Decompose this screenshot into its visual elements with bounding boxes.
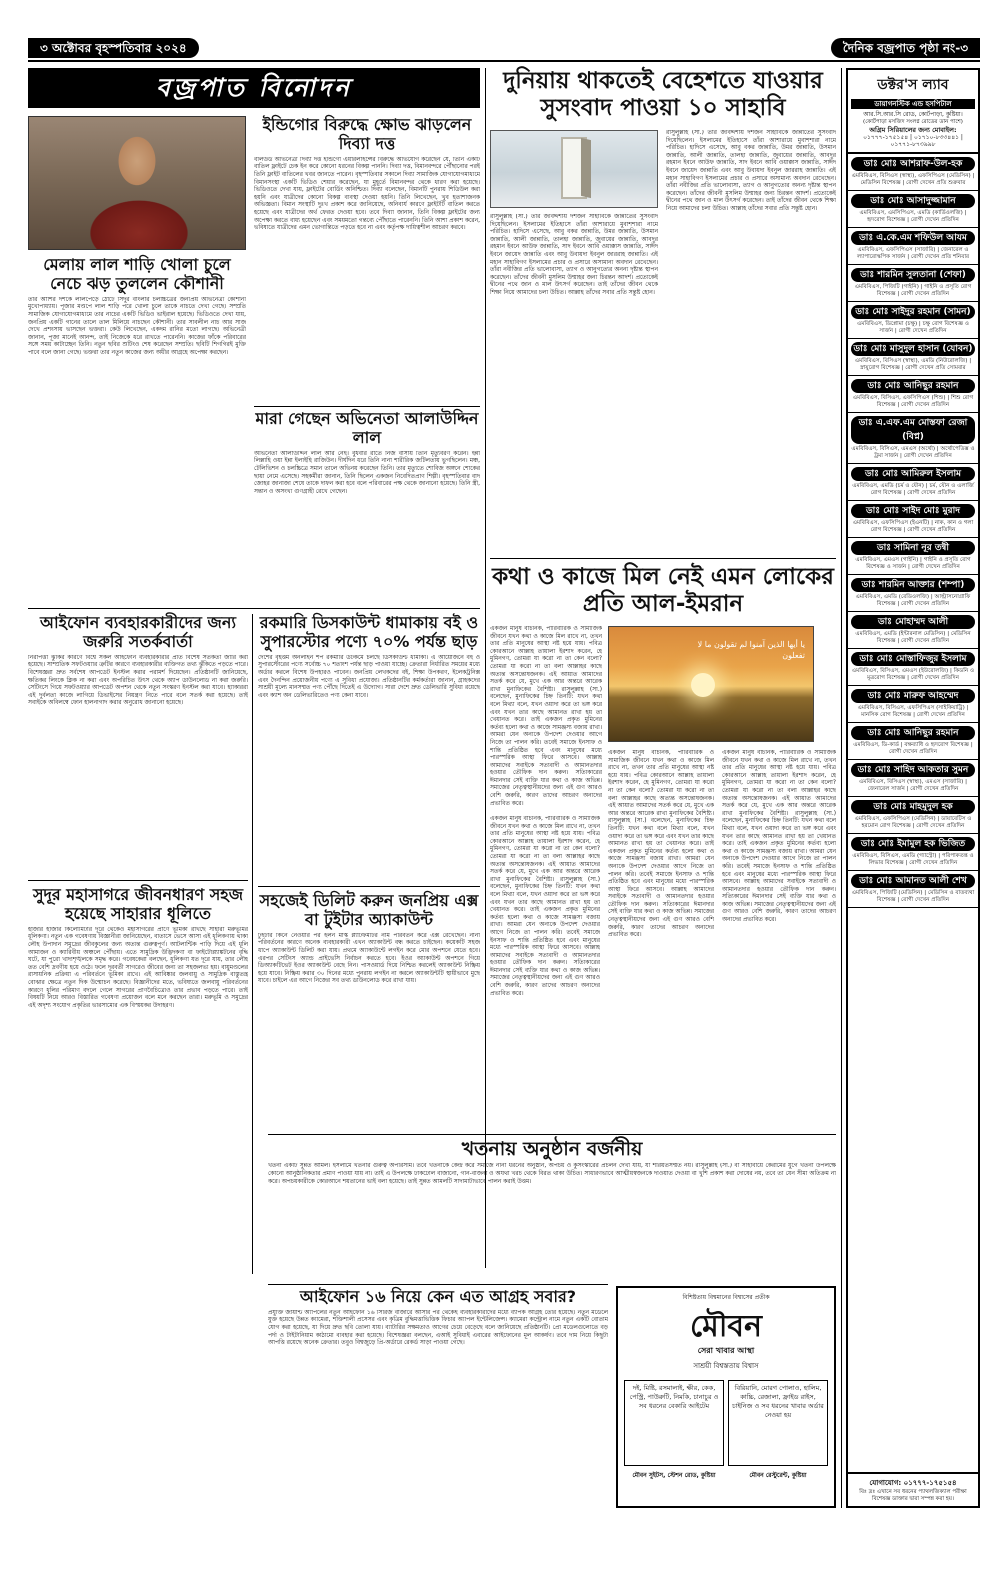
doctors-directory bbox=[846, 68, 980, 1508]
doctor-name: ডাঃ শারমিন সুলতানা (শেফা) bbox=[851, 268, 975, 282]
headline-kusoni: মেলায় লাল শাড়ি খোলা চুলে নেচে ঝড় তুললেন কৌশানী bbox=[43, 255, 231, 293]
doctor-name: ডাঃ এ.এফ.এম মোস্তফা রেজা (বিপ্ন) bbox=[851, 416, 975, 444]
doctor-name: ডাঃ মোঃ মারুফ আহম্মেদ bbox=[851, 689, 975, 703]
doctor-name: ডাঃ মোঃ আশরাফ-উল-হক bbox=[851, 157, 975, 171]
doctor-entry bbox=[848, 501, 978, 538]
doctor-entry bbox=[848, 228, 978, 265]
entertainment-banner: বজ্রপাত বিনোদন bbox=[28, 68, 480, 108]
newspaper-page bbox=[28, 36, 980, 1526]
article-discount bbox=[258, 614, 480, 887]
door-photo bbox=[490, 130, 658, 208]
article-khatna bbox=[268, 1134, 836, 1273]
headline-khatna: খতনায় অনুষ্ঠান বর্জনীয় bbox=[461, 1138, 643, 1160]
doctor-detail: এমবিবিএস, ডিপ্লোমা (চক্ষু) | চক্ষু রোগ বিশেষজ্ঞ ও সার্জন | রোগী দেখেন প্রতিদিন bbox=[857, 320, 969, 334]
headline-divya: ইন্ডিগোর বিরুদ্ধে ক্ষোভ ঝাড়লেন দিব্যা দত্ত bbox=[262, 115, 472, 153]
lab-phones: ০১৭৭৭-১৭৫১৫৪ | ০১৭১০-৮৩৩৪৪১ | ০১৭৭১-৮৭৩৯৯৮ bbox=[863, 133, 963, 148]
doctor-detail: এমবিবিএস, এমডি (রেডিওলজি) | আল্ট্রাসনোগ্রাফি বিশেষজ্ঞ | রোগী দেখেন প্রতিদিন bbox=[855, 593, 971, 607]
doctor-detail: এমবিবিএস, বিসিএস (স্বাস্থ্য), এমএস (সার্জারি) | জেনারেল সার্জন | রোগী দেখেন প্রতিদিন bbox=[858, 778, 968, 792]
article-al-imran bbox=[490, 564, 836, 997]
headline-iphone-warning: আইফোন ব্যবহারকারীদের জন্য জরুরি সতর্কবার্তা bbox=[39, 613, 237, 651]
article-alauddin bbox=[254, 406, 480, 619]
doctor-name: ডাঃ মোঃ ইমামুল হক ভিজিত bbox=[851, 837, 975, 851]
headline-alauddin: মারা গেছেন অভিনেতা আলাউদ্দিন লাল bbox=[255, 409, 479, 447]
doctor-detail: এমবিবিএস, বিসিএস, এমডি (গ্যাস্ট্রো) | পরিপাকতন্ত্র ও লিভার বিশেষজ্ঞ | রোগী দেখেন প্রতিদিন bbox=[852, 852, 974, 866]
lab-note: (কোর্টপাড়া মসজিদ সংলগ্ন রোডের ডান পাশে) bbox=[863, 118, 963, 125]
article-kusoni bbox=[28, 256, 246, 611]
body-al-imran-c1: একজন মানুষ বাচনিক, পারিবারিক ও সামাজিক জীবনে যখন কথা ও কাজে মিল রাখে না, তখন তার প্রতি মানুষের আস্থা নষ্ট হয়ে যায়। পবিত্র কোরআনে আল্লাহ তায়ালা ইরশাদ করেন, হে মুমিনগণ, তোমরা যা করো না তা কেন বলো? তোমরা যা করো না তা বলা আল্লাহর কাছে অত্যন্ত অসন্তোষজনক। এই আয়াত আমাদের সতর্ক করে যে, মুখে এক আর অন্তরে আরেক রাখা মুনাফিকের বৈশিষ্ট্য। রাসুলুল্লাহ (সা.) বলেছেন, মুনাফিকের চিহ্ন তিনটি: যখন কথা বলে মিথ্যা বলে, যখন ওয়াদা করে তা ভঙ্গ করে এবং যখন তার কাছে আমানত রাখা হয় তা খেয়ানত করে। তাই একজন প্রকৃত মুমিনের কর্তব্য হলো কথা ও কাজে সামঞ্জস্য বজায় রাখা। আমরা যেন অন্যকে উপদেশ দেওয়ার আগে নিজে তা পালন করি। তবেই সমাজে ইনসাফ ও শান্তি প্রতিষ্ঠিত হবে এবং মানুষের মধ্যে পারস্পরিক আস্থা ফিরে আসবে। আল্লাহ আমাদের সবাইকে সত্যবাদী ও আমানতদার হওয়ার তৌফিক দান করুন। সত্যিকারের ঈমানদার সেই ব্যক্তি যার কথা ও কাজ অভিন্ন। সমাজের নেতৃত্বস্থানীয়দের জন্য এই গুণ আরও বেশি জরুরি, কারণ তাদের আচরণ অন্যদের প্রভাবিত করে। bbox=[490, 816, 600, 997]
lab-header bbox=[848, 70, 978, 154]
doctor-name: ডাঃ মোঃ আমানত আলী শেখ bbox=[851, 874, 975, 888]
doctor-entry bbox=[848, 154, 978, 191]
headline-al-imran: কথা ও কাজে মিল নেই এমন লোকের প্রতি আল-ইমরান bbox=[492, 564, 834, 618]
paper-page-number: দৈনিক বজ্রপাত পৃষ্ঠা নং-৩ bbox=[831, 38, 980, 58]
doctor-entry bbox=[848, 723, 978, 760]
doctor-name: ডাঃ মোঃ আমিরুল ইসলাম bbox=[851, 467, 975, 481]
actress-photo bbox=[28, 116, 246, 250]
body-divya: বলিউড অভিনেত্রী দিব্যা দত্ত ইন্ডিগো এয়ারলাইন্সের বিরুদ্ধে অভিযোগ করেছেন যে, তিনি একটি বাতিল ফ্লাইটে চেক ইন করে কোনো ধরনের বিকল্প পাননি। দিব্যা দত্ত, বিমানবন্দরে পৌঁছানোর পরই তিনি ফ্লাইট বাতিলের খবর জানতে পারেন। বৃহস্পতিবার সকালে দিব্যা সামাজিক যোগাযোগমাধ্যমে বিমানসংস্থা একটি ভিডিও শেয়ার করেছেন, যা মুহূর্তে বিমানবন্দর থেকে ধারণ করা হয়েছে। ভিডিওতে দেখা যায়, ফ্লাইটের বোর্ডিং অনিশ্চিত। দিব্যা বলেছেন, বিমানটি পুনরায় শিডিউল করা হয়নি এবং যাত্রীদের কোনো বিকল্প ব্যবস্থা দেওয়া হয়নি। তিনি লিখেছেন, খুব হতাশাজনক অভিজ্ঞতা। বিমান সংস্থাটি দুঃখ প্রকাশ করে জানিয়েছে, অনিবার্য কারণে ফ্লাইটটি বাতিল করতে হয়েছে এবং যাত্রীদের অর্থ ফেরত দেওয়া হবে। তবে দিব্যা জানান, তিনি বিকল্প ফ্লাইটের জন্য অপেক্ষা করতে বাধ্য হয়েছেন এবং সময়মতো গন্তব্যে পৌঁছাতে পারেননি। তিনি আশা প্রকাশ করেন, ভবিষ্যতে যাত্রীদের এমন ভোগান্তিতে পড়তে হবে না এবং কর্তৃপক্ষ দায়িত্বশীল আচরণ করবে। bbox=[254, 156, 480, 232]
religion-column bbox=[490, 68, 836, 1268]
doctor-detail: এমবিবিএস, এমএস (গাইনি) | গাইনি ও প্রসূতি রোগ বিশেষজ্ঞ ও সার্জন | রোগী দেখেন প্রতিদিন bbox=[855, 556, 971, 570]
headline-discount: রকমারি ডিসকাউন্ট ধামাকায় বই ও সুপারস্টোর পণ্যে ৭০% পর্যন্ত ছাড় bbox=[259, 613, 479, 651]
body-khatna: খতনা একটি সুন্নত আমল। ইসলামে খতনার গুরুত্ব অপরিসীম। তবে খতনাকে কেন্দ্র করে সমাজে নানা ধরনের অনুষ্ঠান, অপচয় ও কুসংস্কারের প্রচলন দেখা যায়, যা শরিয়তসম্মত নয়। রাসুলুল্লাহ (সা.) বা সাহাবায়ে কেরামের যুগে খতনা উপলক্ষে কোনো আনুষ্ঠানিকতার প্রমাণ পাওয়া যায় না। তাই এ উপলক্ষে ঢাকঢোল বাজানো, গান-বাজনা ও অযথা খরচ থেকে বিরত থাকা উচিত। সাধারণভাবে আত্মীয়স্বজনকে দাওয়াত দেওয়া বা খুশি প্রকাশ করা দোষের নয়, তবে তা যেন সীমা অতিক্রম না করে। অপচয়কারীকে কোরআনে শয়তানের ভাই বলা হয়েছে। তাই সুন্নত আমলটি সাদামাটাভাবে পালন করাই উত্তম। bbox=[268, 1163, 836, 1185]
sunset-photo bbox=[608, 626, 814, 742]
ad-address-right: মৌবন রেস্টুরেন্ট, কুষ্টিয়া bbox=[749, 1472, 807, 1479]
lab-title: ডক্টর'স ল্যাব bbox=[877, 77, 949, 93]
doctor-name: ডাঃ মোঃ মাসুদুল হাসান (যোবন) bbox=[851, 342, 975, 356]
doctor-entry bbox=[848, 797, 978, 834]
article-divya bbox=[254, 116, 480, 387]
body-heaven-right: রাসুলুল্লাহ (সা.) তাঁর জীবদ্দশায় দশজন সাহাবিকে জান্নাতের সুসংবাদ দিয়েছিলেন। ইসলামের ইতিহাসে তাঁরা আশারায়ে মুবাশশারা নামে পরিচিত। হাদিসে এসেছে, আবু বকর জান্নাতি, উমর জান্নাতি, উসমান জান্নাতি, আলী জান্নাতি, তালহা জান্নাতি, জুবায়ের জান্নাতি, আবদুর রহমান ইবনে আউফ জান্নাতি, সাদ ইবনে আবি ওয়াক্কাস জান্নাতি, সাঈদ ইবনে জায়েদ জান্নাতি এবং আবু উবায়দা ইবনুল জাররাহ জান্নাতি। এই মহান সাহাবিগণ ইসলামের প্রচার ও প্রসারে অসামান্য অবদান রেখেছেন। তাঁরা নবীজির প্রতি ভালোবাসা, ত্যাগ ও আনুগত্যের অনন্য দৃষ্টান্ত স্থাপন করেছেন। তাঁদের জীবনী মুসলিম উম্মাহর জন্য চিরন্তন আদর্শ। প্রত্যেকেই দ্বীনের পথে জান ও মাল উৎসর্গ করেছেন। তাই তাঁদের জীবন থেকে শিক্ষা নিয়ে আমাদের চলা উচিত। আল্লাহ তাঁদের সবার প্রতি সন্তুষ্ট হোন। bbox=[666, 130, 836, 212]
doctor-name: ডাঃ মোহাম্মদ আলী bbox=[851, 615, 975, 629]
doctor-name: ডাঃ মোঃ আনিছুর রহমান bbox=[851, 726, 975, 740]
ad-slogan: সাশ্রয়ী বিশ্বস্ততায় বিশ্বাস bbox=[693, 1362, 759, 1370]
doctor-name: ডাঃ এ.কে.এম শফিউল আযম bbox=[851, 231, 975, 245]
doctor-name: ডাঃ মোঃ সাহিদ আকতার সুমন bbox=[851, 763, 975, 777]
masthead bbox=[28, 36, 980, 62]
footer-contact: যোগাযোগ: ০১৭৭৭-১৭৫১৫৪ bbox=[869, 1479, 957, 1487]
body-delete-account: টুইটার কিনে নেওয়ার পর ইলন মাস্ক প্ল্যাটফর্মটির নাম পরিবর্তন করে এক্স রেখেছেন। নানা পরিবর্তনের কারণে অনেক ব্যবহারকারী এখন অ্যাকাউন্ট বন্ধ করতে চাইছেন। কয়েকটি সহজ ধাপে অ্যাকাউন্ট ডিলিট করা যায়। প্রথমে অ্যাকাউন্টে লগইন করে মোর অপশনে যেতে হবে। এরপর সেটিংস অ্যান্ড প্রাইভেসি নির্বাচন করতে হবে। ইওর অ্যাকাউন্ট অপশনে গিয়ে ডিঅ্যাকটিভেট ইওর অ্যাকাউন্ট বেছে নিন। পাসওয়ার্ড দিয়ে নিশ্চিত করলেই অ্যাকাউন্ট নিষ্ক্রিয় হয়ে যাবে। নিষ্ক্রিয় করার ৩০ দিনের মধ্যে পুনরায় লগইন না করলে অ্যাকাউন্টটি স্থায়ীভাবে মুছে যাবে। চাইলে এর আগে নিজের সব তথ্য ডাউনলোড করে রাখা যায়। bbox=[258, 932, 480, 985]
doctor-name: ডাঃ মোঃ সাইদুর রহমান (সামন) bbox=[851, 305, 975, 319]
headline-delete-account: সহজেই ডিলিট করুন জনপ্রিয় এক্স বা টুইটার অ্যাকাউন্ট bbox=[259, 891, 479, 929]
doctor-entry bbox=[848, 686, 978, 723]
doctor-entry bbox=[848, 538, 978, 575]
doctor-detail: এমবিবিএস, এফসিপিএস (ইএনটি) | নাক, কান ও গলা রোগ বিশেষজ্ঞ | রোগী দেখেন প্রতিদিন bbox=[852, 519, 974, 533]
headline-heaven: দুনিয়ায় থাকতেই বেহেশতে যাওয়ার সুসংবাদ পাওয়া ১০ সাহাবি bbox=[503, 68, 823, 122]
doctor-detail: এমবিবিএস, বিসিএস (স্বাস্থ্য), এমডি (নিউরোলজি) | স্নায়ুরোগ বিশেষজ্ঞ | রোগী দেখেন প্রতি সোমবার bbox=[854, 357, 972, 371]
doctor-detail: এমবিবিএস, বিসিএস, এফসিপিএস (শিশু) | শিশু রোগ বিশেষজ্ঞ | রোগী দেখেন প্রতিদিন bbox=[852, 394, 974, 408]
doctor-detail: এমবিবিএস, বিসিএস (স্বাস্থ্য), এফসিপিএস (মেডিসিন) | মেডিসিন বিশেষজ্ঞ | রোগী দেখেন প্রতি শুক্রবার bbox=[851, 172, 975, 186]
article-heaven bbox=[490, 68, 836, 296]
doctor-list bbox=[848, 154, 978, 908]
body-iphone16: প্রযুক্তি জায়ান্ট অ্যাপলের নতুন আইফোন ১৬ সিরিজ বাজারে আসার পর থেকেই ব্যবহারকারীদের মধ্যে ব্যাপক আগ্রহ তৈরি হয়েছে। নতুন মডেলে যুক্ত হয়েছে উন্নত ক্যামেরা, শক্তিশালী প্রসেসর এবং কৃত্রিম বুদ্ধিমত্তাভিত্তিক ফিচার অ্যাপল ইন্টেলিজেন্স। ক্যামেরা কন্ট্রোল নামে নতুন একটি বোতাম যোগ করা হয়েছে, যা দিয়ে দ্রুত ছবি তোলা যায়। ব্যাটারির সক্ষমতাও আগের চেয়ে বেড়েছে বলে জানিয়েছে প্রতিষ্ঠানটি। প্রো মডেলগুলোতে বড় পর্দা ও টাইটানিয়াম কাঠামো ব্যবহার করা হয়েছে। বিশেষজ্ঞরা বলছেন, এআই সুবিধাই এবারের আইফোনের মূল আকর্ষণ। তবে দাম নিয়ে কিছুটা আপত্তি রয়েছে অনেক ক্রেতার। তবুও বিশ্বজুড়ে প্রি-অর্ডারে রেকর্ড সাড়া পাওয়া গেছে। bbox=[268, 1309, 608, 1347]
body-heaven-left: রাসুলুল্লাহ (সা.) তাঁর জীবদ্দশায় দশজন সাহাবিকে জান্নাতের সুসংবাদ দিয়েছিলেন। ইসলামের ইতিহাসে তাঁরা আশারায়ে মুবাশশারা নামে পরিচিত। হাদিসে এসেছে, আবু বকর জান্নাতি, উমর জান্নাতি, উসমান জান্নাতি, আলী জান্নাতি, তালহা জান্নাতি, জুবায়ের জান্নাতি, আবদুর রহমান ইবনে আউফ জান্নাতি, সাদ ইবনে আবি ওয়াক্কাস জান্নাতি, সাঈদ ইবনে জায়েদ জান্নাতি এবং আবু উবায়দা ইবনুল জাররাহ জান্নাতি। এই মহান সাহাবিগণ ইসলামের প্রচার ও প্রসারে অসামান্য অবদান রেখেছেন। তাঁরা নবীজির প্রতি ভালোবাসা, ত্যাগ ও আনুগত্যের অনন্য দৃষ্টান্ত স্থাপন করেছেন। তাঁদের জীবনী মুসলিম উম্মাহর জন্য চিরন্তন আদর্শ। প্রত্যেকেই দ্বীনের পথে জান ও মাল উৎসর্গ করেছেন। তাই তাঁদের জীবন থেকে শিক্ষা নিয়ে আমাদের চলা উচিত। আল্লাহ তাঁদের সবার প্রতি সন্তুষ্ট হোন। bbox=[490, 214, 658, 296]
doctor-name: ডাঃ মোঃ মোস্তাফিজুর ইসলাম bbox=[851, 652, 975, 666]
directory-footer bbox=[848, 1472, 978, 1506]
ad-right-list: বিরিয়ানি, মোরগ পোলাও, হালিম, কাচ্চি, রেজালা, ফ্রাইড রাইস, চাইনিজ ও সব ধরনের খাবার অর্ডার নেওয়া হয় bbox=[728, 1380, 828, 1466]
article-iphone-warning bbox=[28, 614, 248, 911]
doctor-detail: এমবিবিএস, বিসিএস, এমএস (অর্থো) | অর্থোপেডিক্স ও ট্রমা সার্জন | রোগী দেখেন প্রতিদিন bbox=[851, 445, 975, 459]
ad-tagline: সেরা খাবার আস্থা bbox=[697, 1346, 755, 1355]
footer-note: বিঃ দ্রঃ এখানে সব ধরনের প্যাথলজিক্যাল পরীক্ষা বিশেষজ্ঞ ডাক্তার দ্বারা সম্পন্ন করা হয়। bbox=[859, 1489, 967, 1502]
body-discount: দেশের বৃহত্তম অনলাইন শপ রকমারি ডটকমে চলছে ডিসকাউন্ট ধামাকা। এ আয়োজনে বই ও সুপারস্টোরের পণ্যে সর্বোচ্চ ৭০ শতাংশ পর্যন্ত ছাড় পাওয়া যাচ্ছে। ক্রেতারা নির্ধারিত সময়ের মধ্যে অর্ডার করলে বিশেষ উপহারও পাবেন। জনপ্রিয় লেখকদের বই, শিক্ষা উপকরণ, ইলেকট্রনিক্স এবং দৈনন্দিন প্রয়োজনীয় পণ্যে এ সুবিধা প্রযোজ্য। প্রতিষ্ঠানটির কর্মকর্তারা জানান, গ্রাহকদের সাশ্রয়ী মূল্যে মানসম্মত পণ্য পৌঁছে দিতেই এ উদ্যোগ। সারা দেশে দ্রুত ডেলিভারি সুবিধা রয়েছে এবং ক্যাশ অন ডেলিভারিতেও পণ্য কেনা যাবে। bbox=[258, 654, 480, 699]
doctor-detail: এমবিবিএস, এমসিপিএস, এমডি (কার্ডিওলজি) | হৃদরোগ বিশেষজ্ঞ | রোগী দেখেন প্রতিদিন bbox=[859, 209, 967, 223]
doctor-entry bbox=[848, 302, 978, 339]
doctor-entry bbox=[848, 871, 978, 908]
lab-address: আর.সি.আর.সি রোড, কোর্টপাড়া, কুষ্টিয়া। bbox=[863, 111, 963, 118]
body-alauddin: অভিনেতা আলাউদ্দিন লাল আর নেই। বুধবার রাতে নিজ বাসায় তিনি মৃত্যুবরণ করেন। ইন্না লিল্লাহি ওয়া ইন্না ইলাইহি রাজিউন। দীর্ঘদিন ধরে তিনি নানা শারীরিক জটিলতায় ভুগছিলেন। মঞ্চ, টেলিভিশন ও চলচ্চিত্রে সমান তালে অভিনয় করেছেন তিনি। তার মৃত্যুতে শোবিজ অঙ্গনে শোকের ছায়া নেমে এসেছে। সহকর্মীরা জানান, তিনি ছিলেন একজন নিবেদিতপ্রাণ শিল্পী। বৃহস্পতিবার বাদ জোহর জানাজা শেষে তাকে দাফন করা হবে বলে পরিবারের পক্ষ থেকে জানানো হয়েছে। তিনি স্ত্রী, সন্তান ও অসংখ্য গুণগ্রাহী রেখে গেছেন। bbox=[254, 450, 480, 495]
doctor-entry bbox=[848, 649, 978, 686]
body-al-imran-intro: একজন মানুষ বাচনিক, পারিবারিক ও সামাজিক জীবনে যখন কথা ও কাজে মিল রাখে না, তখন তার প্রতি মানুষের আস্থা নষ্ট হয়ে যায়। পবিত্র কোরআনে আল্লাহ তায়ালা ইরশাদ করেন, হে মুমিনগণ, তোমরা যা করো না তা কেন বলো? তোমরা যা করো না তা বলা আল্লাহর কাছে অত্যন্ত অসন্তোষজনক। এই আয়াত আমাদের সতর্ক করে যে, মুখে এক আর অন্তরে আরেক রাখা মুনাফিকের বৈশিষ্ট্য। রাসুলুল্লাহ (সা.) বলেছেন, মুনাফিকের চিহ্ন তিনটি: যখন কথা বলে মিথ্যা বলে, যখন ওয়াদা করে তা ভঙ্গ করে এবং যখন তার কাছে আমানত রাখা হয় তা খেয়ানত করে। তাই একজন প্রকৃত মুমিনের কর্তব্য হলো কথা ও কাজে সামঞ্জস্য বজায় রাখা। আমরা যেন অন্যকে উপদেশ দেওয়ার আগে নিজে তা পালন করি। তবেই সমাজে ইনসাফ ও শান্তি প্রতিষ্ঠিত হবে এবং মানুষের মধ্যে পারস্পরিক আস্থা ফিরে আসবে। আল্লাহ আমাদের সবাইকে সত্যবাদী ও আমানতদার হওয়ার তৌফিক দান করুন। সত্যিকারের ঈমানদার সেই ব্যক্তি যার কথা ও কাজ অভিন্ন। সমাজের নেতৃত্বস্থানীয়দের জন্য এই গুণ আরও বেশি জরুরি, কারণ তাদের আচরণ অন্যদের প্রভাবিত করে। bbox=[490, 626, 602, 807]
doctor-name: ডাঃ মোঃ মাহমুদুল হক bbox=[851, 800, 975, 814]
doctor-entry bbox=[848, 265, 978, 302]
doctor-detail: এমবিবিএস, পিজিটি (মেডিসিন) | মেডিসিন ও বাতব্যথা বিশেষজ্ঞ | রোগী দেখেন প্রতিদিন bbox=[851, 889, 975, 903]
doctor-entry bbox=[848, 834, 978, 871]
doctor-entry bbox=[848, 339, 978, 376]
ad-left-list: দই, মিষ্টি, রসমালাই, ক্ষীর, কেক, পেস্ট্রি, পাউরুটি, নিমকি, চানাচুর ও সব ধরনের বেকারি আইটেম bbox=[624, 1380, 724, 1466]
issue-date: ৩ অক্টোবর বৃহস্পতিবার ২০২৪ bbox=[28, 38, 199, 58]
sunset-caption: يا أيها الذين آمنوا لم تقولون ما لا تفعلون bbox=[697, 640, 805, 660]
body-kusoni: তার আশির দশকে লালপেড়ে ঠোঁটে সিঁদুর বাংলার চলচ্চিত্রের জনপ্রিয় অভিনেত্রী কৌশানী মুখোপাধ্যায়। পূজার মণ্ডপে লাল শাড়ি পরে খোলা চুলে তাকে নাচতে দেখা গেছে। সম্প্রতি সামাজিক যোগাযোগমাধ্যমে তার নাচের একটি ভিডিও ভাইরাল হয়েছে। ভিডিওতে দেখা যায়, জনপ্রিয় একটি গানের তালে তাল মিলিয়ে নাচছেন কৌশানী। তার সাবলীল নাচ আর সাজ দেখে প্রশংসায় ভাসছেন ভক্তরা। কেউ লিখেছেন, একদম রানির মতো লাগছে। অভিনেত্রী জানান, পূজা মানেই আনন্দ, তাই নিজেকে ধরে রাখতে পারেননি। কাজের ফাঁকে পরিবারের সঙ্গে সময় কাটাচ্ছেন তিনি। নতুন ছবির শুটিংও শেষ করেছেন সম্প্রতি। ছবিটি শিগগিরই মুক্তি পাবে বলে জানা গেছে। ভক্তরা তার নতুন কাজের জন্য অধীর আগ্রহে অপেক্ষা করছেন। bbox=[28, 296, 246, 356]
doctor-entry bbox=[848, 575, 978, 612]
doctor-detail: এমবিবিএস, এমডি (ইন্টারনাল মেডিসিন) | মেডিসিন বিশেষজ্ঞ | রোগী দেখেন প্রতিদিন bbox=[855, 630, 971, 644]
doctor-name: ডাঃ মোঃ আসাদুজ্জামান bbox=[851, 194, 975, 208]
doctor-name: ডাঃ সামিনা নূর তন্বী bbox=[851, 541, 975, 555]
body-al-imran-c2: একজন মানুষ বাচনিক, পারিবারিক ও সামাজিক জীবনে যখন কথা ও কাজে মিল রাখে না, তখন তার প্রতি মানুষের আস্থা নষ্ট হয়ে যায়। পবিত্র কোরআনে আল্লাহ তায়ালা ইরশাদ করেন, হে মুমিনগণ, তোমরা যা করো না তা কেন বলো? তোমরা যা করো না তা বলা আল্লাহর কাছে অত্যন্ত অসন্তোষজনক। এই আয়াত আমাদের সতর্ক করে যে, মুখে এক আর অন্তরে আরেক রাখা মুনাফিকের বৈশিষ্ট্য। রাসুলুল্লাহ (সা.) বলেছেন, মুনাফিকের চিহ্ন তিনটি: যখন কথা বলে মিথ্যা বলে, যখন ওয়াদা করে তা ভঙ্গ করে এবং যখন তার কাছে আমানত রাখা হয় তা খেয়ানত করে। তাই একজন প্রকৃত মুমিনের কর্তব্য হলো কথা ও কাজে সামঞ্জস্য বজায় রাখা। আমরা যেন অন্যকে উপদেশ দেওয়ার আগে নিজে তা পালন করি। তবেই সমাজে ইনসাফ ও শান্তি প্রতিষ্ঠিত হবে এবং মানুষের মধ্যে পারস্পরিক আস্থা ফিরে আসবে। আল্লাহ আমাদের সবাইকে সত্যবাদী ও আমানতদার হওয়ার তৌফিক দান করুন। সত্যিকারের ঈমানদার সেই ব্যক্তি যার কথা ও কাজ অভিন্ন। সমাজের নেতৃত্বস্থানীয়দের জন্য এই গুণ আরও বেশি জরুরি, কারণ তাদের আচরণ অন্যদের প্রভাবিত করে। bbox=[608, 750, 714, 939]
doctor-name: ডাঃ মোঃ সাইদ মোঃ মুরাদ bbox=[851, 504, 975, 518]
lab-subtitle: ডায়াগনস্টিক এন্ড হসপিটাল bbox=[851, 99, 975, 109]
doctor-entry bbox=[848, 612, 978, 649]
doctor-detail: এমবিবিএস, বিসিএস, এফসিপিএস (সাইকিয়াট্রি) | মানসিক রোগ বিশেষজ্ঞ | রোগী দেখেন প্রতিদিন bbox=[857, 704, 969, 718]
doctor-detail: এমবিবিএস, এফসিপিএস (মেডিসিন) | ডায়াবেটিস ও হরমোন রোগ বিশেষজ্ঞ | রোগী দেখেন প্রতিদিন bbox=[854, 815, 972, 829]
article-sahara bbox=[28, 886, 248, 1521]
ad-address-left: মৌবন সুইটস, স্টেশন রোড, কুষ্টিয়া bbox=[632, 1472, 716, 1479]
body-al-imran-c3: একজন মানুষ বাচনিক, পারিবারিক ও সামাজিক জীবনে যখন কথা ও কাজে মিল রাখে না, তখন তার প্রতি মানুষের আস্থা নষ্ট হয়ে যায়। পবিত্র কোরআনে আল্লাহ তায়ালা ইরশাদ করেন, হে মুমিনগণ, তোমরা যা করো না তা কেন বলো? তোমরা যা করো না তা বলা আল্লাহর কাছে অত্যন্ত অসন্তোষজনক। এই আয়াত আমাদের সতর্ক করে যে, মুখে এক আর অন্তরে আরেক রাখা মুনাফিকের বৈশিষ্ট্য। রাসুলুল্লাহ (সা.) বলেছেন, মুনাফিকের চিহ্ন তিনটি: যখন কথা বলে মিথ্যা বলে, যখন ওয়াদা করে তা ভঙ্গ করে এবং যখন তার কাছে আমানত রাখা হয় তা খেয়ানত করে। তাই একজন প্রকৃত মুমিনের কর্তব্য হলো কথা ও কাজে সামঞ্জস্য বজায় রাখা। আমরা যেন অন্যকে উপদেশ দেওয়ার আগে নিজে তা পালন করি। তবেই সমাজে ইনসাফ ও শান্তি প্রতিষ্ঠিত হবে এবং মানুষের মধ্যে পারস্পরিক আস্থা ফিরে আসবে। আল্লাহ আমাদের সবাইকে সত্যবাদী ও আমানতদার হওয়ার তৌফিক দান করুন। সত্যিকারের ঈমানদার সেই ব্যক্তি যার কথা ও কাজ অভিন্ন। সমাজের নেতৃত্বস্থানীয়দের জন্য এই গুণ আরও বেশি জরুরি, কারণ তাদের আচরণ অন্যদের প্রভাবিত করে। bbox=[722, 750, 836, 924]
ad-brand: মৌবন bbox=[689, 1309, 763, 1344]
advertisement-mouban bbox=[616, 1286, 836, 1508]
doctor-detail: এমবিবিএস, এফসিপিএস (সার্জারি) | জেনারেল ও ল্যাপারোস্কপিক সার্জন | রোগী দেখেন প্রতি শনিবার bbox=[856, 246, 970, 260]
doctor-name: ডাঃ শারমিন আক্তার (শম্পা) bbox=[851, 578, 975, 592]
body-sahara: হাজার হাজার কিলোমিটার দূরে থেকেও মহাসাগরের প্রাণে ভূমিকা রাখছে সাহারা মরুভূমির ধূলিকণা। নতুন এক গবেষণায় বিজ্ঞানীরা জানিয়েছেন, বাতাসে ভেসে আসা এই ধূলিকণায় থাকা লৌহ উপাদান সমুদ্রের জীবকুলের জন্য অত্যন্ত গুরুত্বপূর্ণ। আটলান্টিক পাড়ি দিয়ে এই ধূলি আমাজন ও ক্যারিবীয় অঞ্চলে পৌঁছায়। এতে সামুদ্রিক উদ্ভিদকণা বা ফাইটোপ্ল্যাঙ্কটনের বৃদ্ধি ঘটে, যা পুরো খাদ্যশৃঙ্খলকে সমৃদ্ধ করে। গবেষকেরা বলছেন, ধূলিকণা যত দূরে যায়, তার লৌহ তত বেশি দ্রবণীয় হয়ে ওঠে। ফলে দূরবর্তী সাগরেও জীবের জন্য তা সহজলভ্য হয়। বায়ুমণ্ডলের রাসায়নিক প্রক্রিয়া এ পরিবর্তনে ভূমিকা রাখে। এই আবিষ্কার জলবায়ু ও সামুদ্রিক বাস্তুতন্ত্র বোঝার ক্ষেত্রে নতুন দিক উন্মোচন করেছে। বিজ্ঞানীদের মতে, ভবিষ্যতে জলবায়ু পরিবর্তনের কারণে ধূলির পরিমাণ বদলে গেলে সাগরের প্রাণবৈচিত্র্যেও তার প্রভাব পড়তে পারে। তাই বিষয়টি নিয়ে আরও বিস্তারিত গবেষণা প্রয়োজন বলে মনে করছেন তারা। মরুভূমি ও সমুদ্রের এই অদৃশ্য সংযোগ প্রকৃতির ভারসাম্যের এক বিস্ময়কর উদাহরণ। bbox=[28, 926, 248, 1009]
headline-iphone16: আইফোন ১৬ নিয়ে কেন এত আগ্রহ সবার? bbox=[299, 1287, 577, 1306]
doctor-entry bbox=[848, 413, 978, 464]
doctor-detail: এমবিবিএস, বিসিএস, এমএস (ইউরোলজি) | কিডনি ও মূত্ররোগ বিশেষজ্ঞ | রোগী দেখেন প্রতিদিন bbox=[851, 667, 975, 681]
article-iphone16 bbox=[268, 1284, 608, 1524]
doctor-entry bbox=[848, 191, 978, 228]
doctor-detail: এমবিবিএস, ডি-কার্ড | বক্ষব্যাধি ও হৃদরোগ বিশেষজ্ঞ | রোগী দেখেন প্রতিদিন bbox=[853, 741, 973, 755]
doctor-entry bbox=[848, 760, 978, 797]
ad-top-line: বিশিষ্টতায় বিশ্বমানের বিশ্বাসের প্রতীক bbox=[682, 1294, 770, 1301]
doctor-detail: এমবিবিএস, পিজিটি (গাইনি) | গাইনি ও প্রসূতি রোগ বিশেষজ্ঞ | রোগী দেখেন প্রতিদিন bbox=[854, 283, 972, 297]
headline-sahara: সুদূর মহাসাগরে জীবনধারণ সহজ হয়েছে সাহারার ধূলিতে bbox=[32, 885, 244, 923]
doctor-detail: এমবিবিএস, এমডি (চর্ম ও যৌন) | চর্ম, যৌন ও এলার্জি রোগ বিশেষজ্ঞ | রোগী দেখেন প্রতিদিন bbox=[852, 482, 974, 496]
doctor-name: ডাঃ মোঃ আনিছুর রহমান bbox=[851, 379, 975, 393]
body-iphone-warning: নিরাপত্তা ঝুঁকির কারণে বিশ্বে সকল আইফোন ব্যবহারকারীর প্রতি বিশেষ সতর্কতা জারি করা হয়েছে। সাম্প্রতিক সফটওয়্যার ত্রুটির কারণে ব্যবহারকারীর ব্যক্তিগত তথ্য ঝুঁকিতে পড়তে পারে। বিশেষজ্ঞরা দ্রুত সর্বশেষ আপডেট ইনস্টল করার পরামর্শ দিয়েছেন। প্রতিষ্ঠানটি জানিয়েছে, ক্ষতিকর লিংকে ক্লিক না করা এবং অপরিচিত উৎস থেকে অ্যাপ ডাউনলোড না করা জরুরি। সেটিংসে গিয়ে সফটওয়্যার আপডেট অপশন থেকে নতুন সংস্করণ ইনস্টল করা যাবে। হ্যাকাররা এই দুর্বলতা কাজে লাগিয়ে ডিভাইসের নিয়ন্ত্রণ নিতে পারে বলে সতর্ক করা হয়েছে। তাই সবাইকে অবিলম্বে ফোন হালনাগাদ করার অনুরোধ জানানো হয়েছে। bbox=[28, 654, 248, 707]
lab-serial: অগ্রিম সিরিয়ালের জন্য মোবাইল: bbox=[869, 125, 957, 134]
doctor-entry bbox=[848, 464, 978, 501]
doctor-entry bbox=[848, 376, 978, 413]
